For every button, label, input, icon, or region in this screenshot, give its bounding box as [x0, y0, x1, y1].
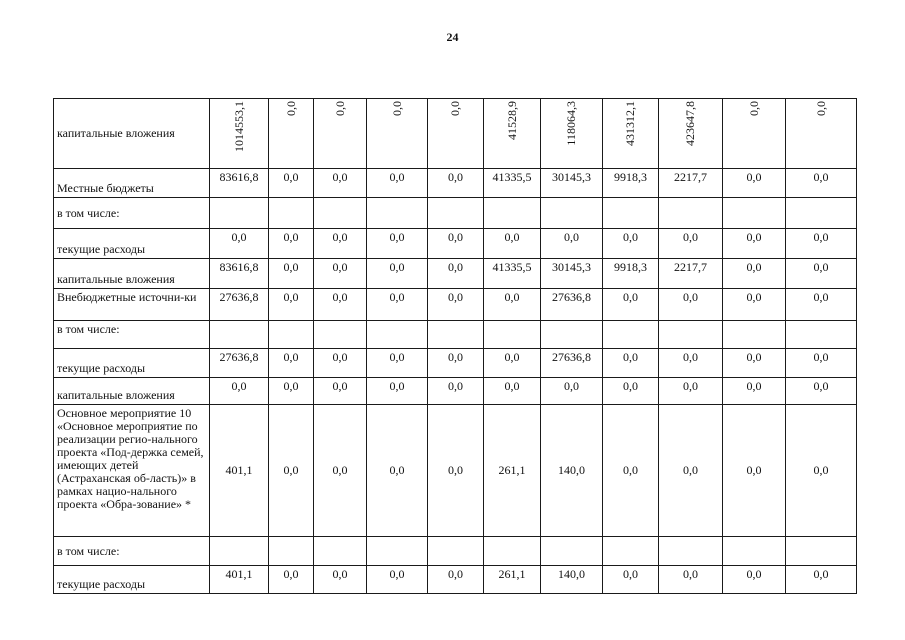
- value-cell: 140,0: [541, 566, 603, 594]
- value-cell: 118064,3: [541, 99, 603, 169]
- value-cell: [541, 321, 603, 349]
- value-cell: 0,0: [367, 566, 428, 594]
- value-cell: 0,0: [269, 99, 314, 169]
- value-cell: 27636,8: [541, 289, 603, 321]
- value-cell: 27636,8: [210, 289, 269, 321]
- budget-table: [53, 98, 857, 594]
- row-label: текущие расходы: [54, 566, 210, 594]
- value-cell: 2217,7: [659, 169, 723, 198]
- value-cell: 0,0: [786, 405, 857, 537]
- value-cell: 0,0: [210, 378, 269, 405]
- value-cell: 9918,3: [603, 259, 659, 289]
- value-cell: 9918,3: [603, 169, 659, 198]
- value-cell: 0,0: [603, 378, 659, 405]
- value-cell: [269, 537, 314, 566]
- value-cell: 140,0: [541, 405, 603, 537]
- value-cell: 0,0: [269, 378, 314, 405]
- value-cell: 0,0: [314, 566, 367, 594]
- value-cell: 0,0: [786, 259, 857, 289]
- row-label: в том числе:: [54, 537, 210, 566]
- value-cell: 41528,9: [484, 99, 541, 169]
- value-cell: 0,0: [786, 99, 857, 169]
- table-row: [54, 99, 857, 169]
- value-cell: 0,0: [659, 405, 723, 537]
- value-cell: 0,0: [314, 169, 367, 198]
- value-cell: 0,0: [786, 289, 857, 321]
- value-cell: [723, 321, 786, 349]
- value-cell: 27636,8: [210, 349, 269, 378]
- value-cell: [210, 321, 269, 349]
- value-cell: 0,0: [367, 289, 428, 321]
- value-cell: [210, 198, 269, 229]
- value-cell: 0,0: [723, 405, 786, 537]
- value-cell: 261,1: [484, 566, 541, 594]
- page-number: 24: [446, 30, 459, 44]
- row-label: капитальные вложения: [54, 99, 210, 169]
- table-row: [54, 169, 857, 198]
- value-cell: 0,0: [603, 405, 659, 537]
- table-row: [54, 537, 857, 566]
- value-cell: 0,0: [723, 566, 786, 594]
- table-row: [54, 198, 857, 229]
- value-cell: 0,0: [723, 169, 786, 198]
- value-cell: 0,0: [367, 259, 428, 289]
- row-label: текущие расходы: [54, 349, 210, 378]
- value-cell: 30145,3: [541, 259, 603, 289]
- value-cell: 0,0: [603, 349, 659, 378]
- value-cell: 1014553,1: [210, 99, 269, 169]
- value-cell: 0,0: [367, 405, 428, 537]
- value-cell: [428, 321, 484, 349]
- value-cell: [269, 321, 314, 349]
- value-cell: 431312,1: [603, 99, 659, 169]
- value-cell: 0,0: [484, 378, 541, 405]
- value-cell: 0,0: [428, 169, 484, 198]
- value-cell: 0,0: [541, 378, 603, 405]
- value-cell: [723, 198, 786, 229]
- value-cell: [786, 321, 857, 349]
- value-cell: 423647,8: [659, 99, 723, 169]
- value-cell: 261,1: [484, 405, 541, 537]
- table-row: [54, 259, 857, 289]
- value-cell: [484, 321, 541, 349]
- value-cell: [659, 537, 723, 566]
- value-cell: [603, 537, 659, 566]
- value-cell: 0,0: [786, 378, 857, 405]
- value-cell: [210, 537, 269, 566]
- value-cell: 0,0: [314, 405, 367, 537]
- table-row: [54, 321, 857, 349]
- value-cell: 0,0: [786, 229, 857, 259]
- value-cell: 83616,8: [210, 259, 269, 289]
- value-cell: 0,0: [314, 349, 367, 378]
- table-row: [54, 349, 857, 378]
- value-cell: 401,1: [210, 405, 269, 537]
- value-cell: 27636,8: [541, 349, 603, 378]
- value-cell: 0,0: [269, 229, 314, 259]
- value-cell: [367, 321, 428, 349]
- row-label: в том числе:: [54, 198, 210, 229]
- value-cell: [484, 537, 541, 566]
- table-row: [54, 405, 857, 537]
- value-cell: [786, 537, 857, 566]
- value-cell: 0,0: [367, 169, 428, 198]
- value-cell: [367, 537, 428, 566]
- value-cell: 0,0: [659, 229, 723, 259]
- row-label: Местные бюджеты: [54, 169, 210, 198]
- value-cell: [314, 321, 367, 349]
- value-cell: [659, 198, 723, 229]
- value-cell: 0,0: [484, 289, 541, 321]
- value-cell: 0,0: [723, 349, 786, 378]
- value-cell: [723, 537, 786, 566]
- value-cell: 401,1: [210, 566, 269, 594]
- value-cell: 0,0: [269, 289, 314, 321]
- value-cell: 0,0: [723, 259, 786, 289]
- value-cell: 0,0: [269, 566, 314, 594]
- value-cell: 0,0: [723, 229, 786, 259]
- value-cell: 30145,3: [541, 169, 603, 198]
- value-cell: 0,0: [314, 229, 367, 259]
- value-cell: 0,0: [723, 289, 786, 321]
- row-label: капитальные вложения: [54, 378, 210, 405]
- value-cell: 0,0: [659, 566, 723, 594]
- value-cell: 0,0: [428, 259, 484, 289]
- value-cell: 0,0: [603, 289, 659, 321]
- value-cell: 0,0: [428, 566, 484, 594]
- row-label: текущие расходы: [54, 229, 210, 259]
- value-cell: [541, 537, 603, 566]
- value-cell: [484, 198, 541, 229]
- value-cell: 0,0: [541, 229, 603, 259]
- value-cell: 0,0: [428, 349, 484, 378]
- row-label: Основное мероприятие 10 «Основное мероприятие по реализации регио-нального проекта «Под-держка семей, имеющих детей (Астраханская об-ласть)» в рамках нацио-нального проекта «Обра-зование» *: [54, 405, 210, 537]
- value-cell: [367, 198, 428, 229]
- value-cell: 0,0: [428, 405, 484, 537]
- value-cell: 0,0: [659, 349, 723, 378]
- value-cell: 0,0: [210, 229, 269, 259]
- value-cell: 0,0: [659, 289, 723, 321]
- value-cell: 41335,5: [484, 259, 541, 289]
- value-cell: 0,0: [269, 169, 314, 198]
- value-cell: [269, 198, 314, 229]
- row-label: Внебюджетные источни-ки: [54, 289, 210, 321]
- value-cell: [541, 198, 603, 229]
- value-cell: 0,0: [428, 378, 484, 405]
- value-cell: [659, 321, 723, 349]
- value-cell: [786, 198, 857, 229]
- value-cell: 83616,8: [210, 169, 269, 198]
- table-row: [54, 566, 857, 594]
- value-cell: 0,0: [314, 289, 367, 321]
- value-cell: 0,0: [786, 566, 857, 594]
- value-cell: [428, 537, 484, 566]
- value-cell: 0,0: [603, 229, 659, 259]
- value-cell: [428, 198, 484, 229]
- value-cell: 0,0: [659, 378, 723, 405]
- value-cell: 0,0: [723, 99, 786, 169]
- value-cell: 0,0: [367, 99, 428, 169]
- value-cell: 0,0: [269, 349, 314, 378]
- value-cell: 0,0: [723, 378, 786, 405]
- value-cell: 0,0: [484, 349, 541, 378]
- value-cell: 0,0: [428, 229, 484, 259]
- value-cell: 0,0: [428, 289, 484, 321]
- value-cell: 0,0: [603, 566, 659, 594]
- value-cell: 0,0: [367, 378, 428, 405]
- table-row: [54, 378, 857, 405]
- value-cell: 0,0: [314, 378, 367, 405]
- value-cell: 0,0: [367, 349, 428, 378]
- value-cell: 2217,7: [659, 259, 723, 289]
- value-cell: 0,0: [484, 229, 541, 259]
- value-cell: 0,0: [314, 99, 367, 169]
- value-cell: [603, 198, 659, 229]
- value-cell: 0,0: [367, 229, 428, 259]
- row-label: капитальные вложения: [54, 259, 210, 289]
- table-row: [54, 229, 857, 259]
- value-cell: 0,0: [786, 349, 857, 378]
- value-cell: 0,0: [314, 259, 367, 289]
- value-cell: 0,0: [269, 405, 314, 537]
- value-cell: 0,0: [269, 259, 314, 289]
- value-cell: [314, 198, 367, 229]
- value-cell: [603, 321, 659, 349]
- row-label: в том числе:: [54, 321, 210, 349]
- table-row: [54, 289, 857, 321]
- value-cell: [314, 537, 367, 566]
- value-cell: 41335,5: [484, 169, 541, 198]
- value-cell: 0,0: [786, 169, 857, 198]
- value-cell: 0,0: [428, 99, 484, 169]
